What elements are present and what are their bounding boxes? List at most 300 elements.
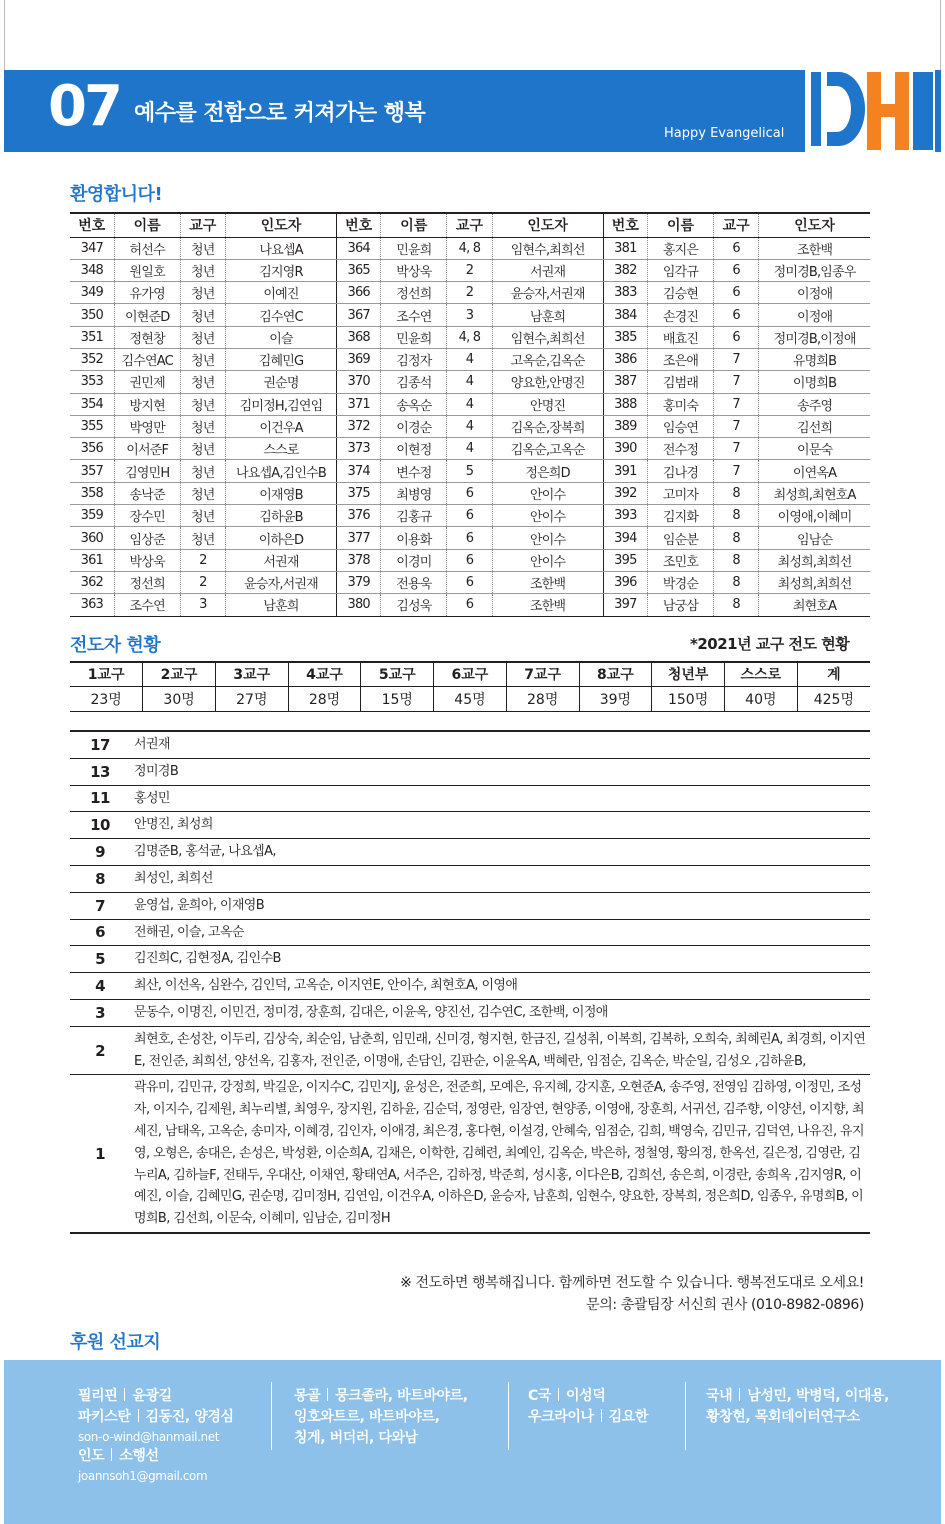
parish: 6 [447,571,492,593]
table-row [70,571,870,593]
parish: 8 [714,571,759,593]
column-header: 번호 [603,213,647,237]
entry-number: 385 [603,326,647,348]
entry-number: 347 [70,237,114,259]
ranking-row [70,1026,870,1075]
evangelist-names: 최성인, 최희선 [130,865,870,892]
missionaries-title: 후원 선교지 [70,1332,161,1353]
entry-number: 382 [603,259,647,281]
parish: 청년 [180,371,225,393]
summary-header-row [70,662,870,686]
guide-name: 송주영 [759,393,870,415]
guide-name: 최성희,최현호A [759,482,870,504]
welcome-table [70,212,870,617]
table-row [70,594,870,616]
ranking-row [70,812,870,839]
evangelist-names: 안명진, 최성희 [130,812,870,839]
missionary-footer [4,1360,941,1524]
newcomer-name: 김정자 [381,348,447,370]
entry-number: 348 [70,259,114,281]
region-label: 필리핀 [78,1388,118,1404]
guide-name: 윤승자,서권재 [492,282,603,304]
guide-name: 이영애,이혜미 [759,505,870,527]
newcomer-name: 전용욱 [381,571,447,593]
entry-number: 387 [603,371,647,393]
parish-header: 5교구 [361,662,434,686]
parish: 청년 [180,237,225,259]
guide-name: 안이수 [492,505,603,527]
newcomer-name: 이현정 [381,438,447,460]
entry-number: 378 [337,549,381,571]
parish: 4 [447,371,492,393]
guide-name: 최성희,최희선 [759,571,870,593]
parish: 6 [447,505,492,527]
newcomer-name: 허선수 [114,237,180,259]
guide-name: 조한백 [492,571,603,593]
evangelism-count: 4 [70,973,130,1000]
evangelist-names: 문동수, 이명진, 이민건, 정미경, 장훈희, 김대은, 이윤옥, 양진선, 김수연C, 조한백, 이정애 [130,999,870,1026]
newcomer-name: 장수민 [114,505,180,527]
column-header: 이름 [381,213,447,237]
table-row [70,438,870,460]
guide-name: 이명희B [759,371,870,393]
newcomer-name: 박상욱 [381,259,447,281]
table-row [70,415,870,437]
guide-name: 정은희D [492,460,603,482]
guide-name: 임현수,최희선 [492,237,603,259]
newcomer-name: 조수연 [114,594,180,616]
section-number: 07 [48,74,120,139]
parish: 청년 [180,482,225,504]
entry-number: 369 [337,348,381,370]
newcomer-name: 박상욱 [114,549,180,571]
entry-number: 394 [603,527,647,549]
parish: 7 [714,460,759,482]
guide-name: 김옥순,장복희 [492,415,603,437]
evangelist-names: 최산, 이선옥, 심완수, 김인덕, 고옥순, 이지연E, 안이수, 최현호A, 이영애 [130,973,870,1000]
newcomer-name: 박경순 [647,571,713,593]
table-row [70,282,870,304]
entry-number: 384 [603,304,647,326]
parish: 7 [714,393,759,415]
entry-number: 375 [337,482,381,504]
guide-name: 김혜민G [225,348,336,370]
table-row [70,371,870,393]
parish-header: 8교구 [579,662,652,686]
entry-number: 367 [337,304,381,326]
entry-number: 363 [70,594,114,616]
missionary-names: 김동진, 양경심 [145,1409,234,1425]
table-row [70,237,870,259]
newcomer-name: 박영만 [114,415,180,437]
parish: 7 [714,371,759,393]
guide-name: 이예진 [225,282,336,304]
page-title: 예수를 전함으로 커져가는 행복 [134,101,426,126]
parish: 5 [447,460,492,482]
parish-count: 425명 [797,686,870,711]
missionary-email: joannsoh1@gmail.com [78,1469,208,1483]
newcomer-name: 김홍규 [381,505,447,527]
parish: 6 [714,237,759,259]
newcomer-name: 민윤희 [381,326,447,348]
newcomer-name: 김지화 [647,505,713,527]
guide-name: 고옥순,김옥순 [492,348,603,370]
newcomer-name: 김영민H [114,460,180,482]
evangelism-count: 1 [70,1075,130,1233]
parish: 8 [714,482,759,504]
column-header: 번호 [337,213,381,237]
guide-name: 나요셉A,김인수B [225,460,336,482]
parish-header: 4교구 [288,662,361,686]
newcomer-name: 홍미숙 [647,393,713,415]
entry-number: 396 [603,571,647,593]
guide-name: 임남순 [759,527,870,549]
entry-number: 397 [603,594,647,616]
guide-name: 김선희 [759,415,870,437]
parish: 청년 [180,326,225,348]
newcomer-name: 김나경 [647,460,713,482]
missionary-names: 뭉크졸라, 바트바야르, [335,1388,468,1404]
evangelist-ranking-table [70,730,870,1234]
summary-table [70,661,870,712]
evangelism-count: 3 [70,999,130,1026]
newcomer-name: 임각규 [647,259,713,281]
parish-count: 39명 [579,686,652,711]
missionary-names: 잉호와트르, 바트바야르, [294,1409,440,1425]
entry-number: 364 [337,237,381,259]
entry-number: 361 [70,549,114,571]
missionary-names: 칭게, 버더러, 다와남 [294,1430,418,1446]
parish: 청년 [180,259,225,281]
newcomer-name: 최병영 [381,482,447,504]
guide-name: 이재영B [225,482,336,504]
ranking-row [70,919,870,946]
entry-number: 371 [337,393,381,415]
guide-name: 서권재 [492,259,603,281]
evangelism-count: 9 [70,839,130,866]
entry-number: 365 [337,259,381,281]
evangelist-names: 김명준B, 홍석균, 나요셉A, [130,839,870,866]
parish: 3 [447,304,492,326]
evangelist-names: 윤영섭, 윤희아, 이재영B [130,892,870,919]
guide-name: 양요한,안명진 [492,371,603,393]
table-row [70,527,870,549]
evangelist-names: 홍성민 [130,785,870,812]
newcomer-name: 변수정 [381,460,447,482]
entry-number: 373 [337,438,381,460]
missionary-col-2 [294,1386,468,1449]
parish: 청년 [180,282,225,304]
entry-number: 359 [70,505,114,527]
parish: 7 [714,348,759,370]
column-divider [685,1382,686,1450]
footnote-contact: 문의: 총괄팀장 서신희 권사 (010-8982-0896) [586,1297,864,1313]
ranking-row [70,758,870,785]
guide-name: 이슬 [225,326,336,348]
parish: 8 [714,594,759,616]
entry-number: 353 [70,371,114,393]
guide-name: 임현수,최희선 [492,326,603,348]
parish-count: 45명 [434,686,507,711]
parish: 청년 [180,393,225,415]
guide-name: 김옥순,고옥순 [492,438,603,460]
guide-name: 나요셉A [225,237,336,259]
footnote-invite: ※ 전도하면 행복해집니다. 함께하면 전도할 수 있습니다. 행복전도대로 오세요! [400,1275,864,1291]
table-row [70,259,870,281]
missionary-names: 윤광길 [132,1388,172,1404]
happy-evangelical-logo [805,70,935,152]
parish: 청년 [180,505,225,527]
newcomer-name: 유가영 [114,282,180,304]
newcomer-name: 송옥순 [381,393,447,415]
page-subtitle: Happy Evangelical [664,126,785,141]
entry-number: 355 [70,415,114,437]
column-divider [508,1382,509,1450]
evangelist-names: 김진희C, 김현정A, 김인수B [130,946,870,973]
entry-number: 370 [337,371,381,393]
column-header: 인도자 [492,213,603,237]
guide-name: 이정애 [759,282,870,304]
newcomer-name: 홍지은 [647,237,713,259]
table-row [70,326,870,348]
parish: 4 [447,393,492,415]
region-label: 인도 [78,1448,105,1464]
newcomer-name: 정선희 [381,282,447,304]
guide-name: 서권재 [225,549,336,571]
newcomer-name: 전수정 [647,438,713,460]
parish: 8 [714,505,759,527]
entry-number: 389 [603,415,647,437]
entry-number: 372 [337,415,381,437]
region-label: C국 [528,1388,551,1404]
parish-count: 40명 [724,686,797,711]
entry-number: 391 [603,460,647,482]
region-label: 파키스탄 [78,1409,131,1425]
parish: 6 [714,282,759,304]
parish: 청년 [180,348,225,370]
guide-name: 안이수 [492,527,603,549]
guide-name: 안명진 [492,393,603,415]
parish-header: 계 [797,662,870,686]
entry-number: 352 [70,348,114,370]
newcomer-name: 손경진 [647,304,713,326]
parish-header: 2교구 [143,662,216,686]
guide-name: 이건우A [225,415,336,437]
entry-number: 360 [70,527,114,549]
guide-name: 김하윤B [225,505,336,527]
region-label: 우크라이나 [528,1409,594,1425]
newcomer-name: 임순분 [647,527,713,549]
newcomer-name: 김범래 [647,371,713,393]
newcomer-name: 권민제 [114,371,180,393]
ranking-row [70,865,870,892]
entry-number: 356 [70,438,114,460]
column-header: 이름 [114,213,180,237]
entry-number: 362 [70,571,114,593]
missionary-names: 소행선 [119,1448,159,1464]
guide-name: 윤승자,서권재 [225,571,336,593]
newcomer-name: 김승현 [647,282,713,304]
parish-count: 23명 [70,686,143,711]
ranking-row [70,785,870,812]
entry-number: 380 [337,594,381,616]
parish: 8 [714,549,759,571]
evangelism-count: 7 [70,892,130,919]
evangelism-count: 17 [70,731,130,758]
evangelism-count: 10 [70,812,130,839]
parish-count: 27명 [215,686,288,711]
parish: 2 [447,282,492,304]
newcomer-name: 김성욱 [381,594,447,616]
footnote [400,1272,864,1316]
parish: 2 [447,259,492,281]
guide-name: 이문숙 [759,438,870,460]
entry-number: 349 [70,282,114,304]
summary-value-row [70,686,870,711]
parish: 청년 [180,415,225,437]
column-header: 인도자 [759,213,870,237]
evangelist-names: 곽유미, 김민규, 강정희, 박길운, 이지수C, 김민지J, 윤성은, 전준희, 모예은, 유지혜, 강지훈, 오현준A, 송주영, 전영임 김하영, 이정민, 조성자, 이지수, 김제원, 최누리별, 최영우, 장지원, 김하윤, 김순덕, 정영란, 임장연, 현양종, 이영애, 장훈희, 서귀선, 김주향, 이양선, 이지향, 최세진, 남태옥, 고옥순, 송미자, 이혜경, 김인자, 이애경, 최은경, 홍다현, 이설경, 안혜숙, 임점순, 김희, 백영숙, 김민규, 김덕연, 나유진, 유지영, 오형은, 송대은, 손성은, 박성환, 이순희A, 김채은, 이학한, 김혜련, 최예인, 김옥순, 박은하, 정철영, 황의정, 한옥선, 길은정, 김영란, 김누리A, 김하늘F, 전태두, 우대산, 이채연, 황태연A, 서주은, 김하정, 박준희, 성시홍, 이다은B, 김희선, 송은희, 이경란, 송희옥 ,김지영R, 이예진, 이슬, 김혜민G, 권순명, 김미정H, 김연임, 이건우A, 이하은D, 윤승자, 남훈희, 임현수, 양요한, 장복희, 정은희D, 임종우, 유명희B, 이명희B, 김선희, 이문숙, 이혜미, 임남순, 김미정H [130,1075,870,1233]
parish: 4 [447,348,492,370]
ranking-row [70,946,870,973]
parish-header: 7교구 [506,662,579,686]
guide-name: 최현호A [759,594,870,616]
table-row [70,482,870,504]
guide-name: 안이수 [492,482,603,504]
guide-name: 정미경B,임종우 [759,259,870,281]
region-label: 국내 [706,1388,733,1404]
newcomer-name: 정현창 [114,326,180,348]
parish-count: 28명 [506,686,579,711]
missionary-col-1 [78,1386,234,1485]
guide-name: 김미정H,김연임 [225,393,336,415]
table-row [70,348,870,370]
guide-name: 이하은D [225,527,336,549]
newcomer-name: 원일호 [114,259,180,281]
guide-name: 권순명 [225,371,336,393]
evangelism-count: 5 [70,946,130,973]
column-header: 교구 [180,213,225,237]
parish: 6 [447,527,492,549]
parish: 4, 8 [447,237,492,259]
evangelism-count: 11 [70,785,130,812]
evangelism-count: 6 [70,919,130,946]
entry-number: 386 [603,348,647,370]
entry-number: 376 [337,505,381,527]
newcomer-name: 김수연AC [114,348,180,370]
table-row [70,460,870,482]
column-header: 교구 [714,213,759,237]
guide-name: 안이수 [492,549,603,571]
parish: 3 [180,594,225,616]
guide-name: 조한백 [759,237,870,259]
ranking-row [70,892,870,919]
parish: 청년 [180,527,225,549]
entry-number: 354 [70,393,114,415]
evangelism-count: 2 [70,1026,130,1075]
table-row [70,393,870,415]
missionary-email: son-o-wind@hanmail.net [78,1430,220,1444]
entry-number: 381 [603,237,647,259]
missionary-names: 이성덕 [566,1388,606,1404]
header-banner [4,70,941,152]
newcomer-name: 민윤희 [381,237,447,259]
column-header: 번호 [70,213,114,237]
parish: 4, 8 [447,326,492,348]
entry-number: 392 [603,482,647,504]
newcomer-name: 정선희 [114,571,180,593]
missionary-col-4 [706,1386,889,1428]
entry-number: 383 [603,282,647,304]
newcomer-name: 이현준D [114,304,180,326]
entry-number: 374 [337,460,381,482]
evangelist-names: 최현호, 손성찬, 이두리, 김상숙, 최순임, 남춘희, 임민래, 신미경, 형지현, 한금진, 길성취, 이복희, 김복하, 오희숙, 최혜린A, 최경희, 이지연E, 전인준, 최희선, 양선옥, 김홍자, 전인준, 이명애, 손담인, 김판순, 이윤옥A, 백혜란, 임점순, 김옥순, 박순일, 김성오 ,김하윤B, [130,1026,870,1075]
newcomer-name: 조민호 [647,549,713,571]
newcomer-name: 이경미 [381,549,447,571]
parish: 청년 [180,438,225,460]
evangelists-title: 전도자 현황 [70,635,161,656]
column-divider [271,1382,272,1450]
ranking-row [70,1075,870,1233]
parish: 청년 [180,304,225,326]
parish-header: 청년부 [652,662,725,686]
guide-name: 최성희,최희선 [759,549,870,571]
parish-header: 6교구 [434,662,507,686]
entry-number: 366 [337,282,381,304]
entry-number: 379 [337,571,381,593]
table-row [70,304,870,326]
evangelism-count: 13 [70,758,130,785]
entry-number: 357 [70,460,114,482]
evangelist-names: 전해권, 이슬, 고옥순 [130,919,870,946]
column-header: 교구 [447,213,492,237]
ranking-row [70,839,870,866]
welcome-header-row [70,213,870,237]
table-row [70,549,870,571]
evangelist-names: 정미경B [130,758,870,785]
entry-number: 350 [70,304,114,326]
parish-count: 150명 [652,686,725,711]
entry-number: 351 [70,326,114,348]
newcomer-name: 임상준 [114,527,180,549]
missionary-names: 남성민, 박병덕, 이대용, [747,1388,890,1404]
evangelist-names: 서권재 [130,731,870,758]
parish: 6 [714,304,759,326]
parish-header: 3교구 [215,662,288,686]
evangelism-count: 8 [70,865,130,892]
guide-name: 유명희B [759,348,870,370]
guide-name: 남훈희 [492,304,603,326]
parish-count: 28명 [288,686,361,711]
parish-header: 스스로 [724,662,797,686]
guide-name: 남훈희 [225,594,336,616]
entry-number: 358 [70,482,114,504]
newcomer-name: 방지현 [114,393,180,415]
ranking-row [70,973,870,1000]
newcomer-name: 이서준F [114,438,180,460]
column-header: 인도자 [225,213,336,237]
newcomer-name: 이경순 [381,415,447,437]
newcomer-name: 이용화 [381,527,447,549]
entry-number: 377 [337,527,381,549]
guide-name: 이정애 [759,304,870,326]
ranking-row [70,999,870,1026]
table-row [70,505,870,527]
parish: 4 [447,438,492,460]
missionary-names: 황창현, 목회데이터연구소 [706,1409,860,1425]
newcomer-name: 배효진 [647,326,713,348]
guide-name: 조한백 [492,594,603,616]
